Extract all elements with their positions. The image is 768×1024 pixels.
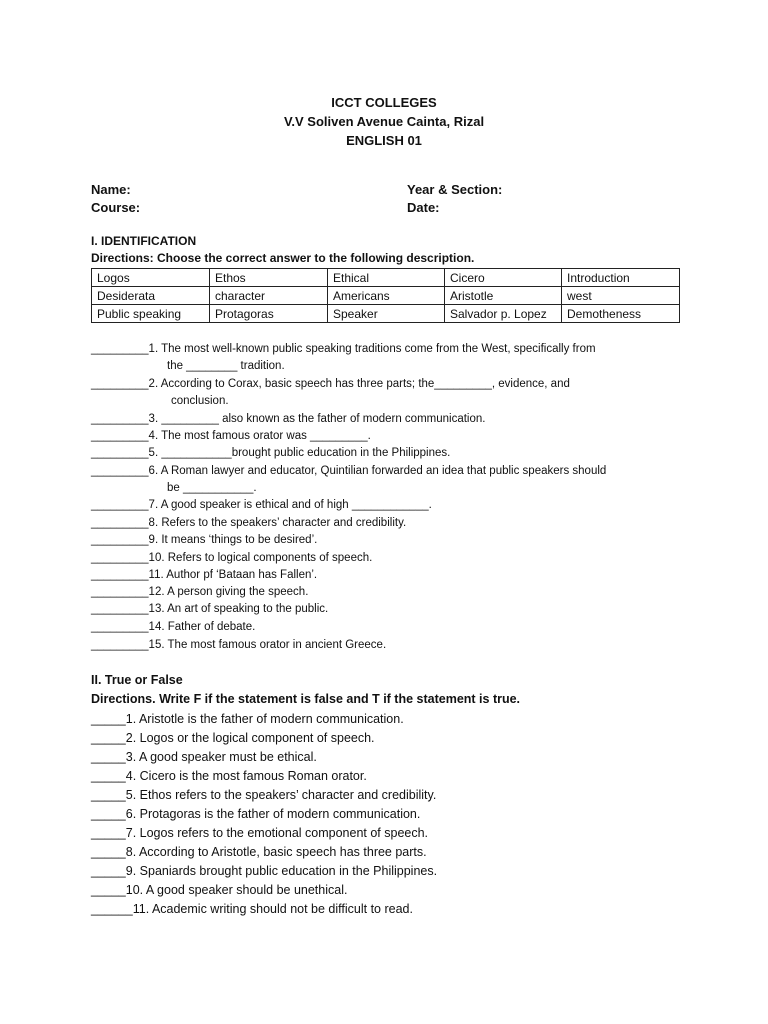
table-cell: Speaker xyxy=(328,305,445,323)
identification-item-6-continued: be ___________. xyxy=(167,482,257,494)
true-false-item-11: ______11. Academic writing should not be difficult to read. xyxy=(91,902,413,916)
table-cell: Cicero xyxy=(445,269,562,287)
identification-item-2: _________2. According to Corax, basic speech has three parts; the_________, evidence, and xyxy=(91,378,570,390)
true-false-item-10: _____10. A good speaker should be unethical. xyxy=(91,883,348,897)
identification-item-3: _________3. _________ also known as the father of modern communication. xyxy=(91,413,486,425)
identification-item-12: _________12. A person giving the speech. xyxy=(91,586,309,598)
table-row xyxy=(92,269,680,287)
table-cell: Ethical xyxy=(328,269,445,287)
table-cell: Logos xyxy=(92,269,210,287)
true-false-item-1: _____1. Aristotle is the father of modern communication. xyxy=(91,712,404,726)
true-false-item-3: _____3. A good speaker must be ethical. xyxy=(91,750,317,764)
year-section-label: Year & Section: xyxy=(407,182,503,197)
table-cell: character xyxy=(210,287,328,305)
table-cell: Protagoras xyxy=(210,305,328,323)
true-false-item-9: _____9. Spaniards brought public education in the Philippines. xyxy=(91,864,438,878)
table-cell: Public speaking xyxy=(92,305,210,323)
section-identification-title: I. IDENTIFICATION xyxy=(91,234,197,248)
table-cell: Desiderata xyxy=(92,287,210,305)
table-cell: Aristotle xyxy=(445,287,562,305)
identification-item-14: _________14. Father of debate. xyxy=(91,621,256,633)
identification-item-1-continued: the ________ tradition. xyxy=(167,360,285,372)
identification-item-13: _________13. An art of speaking to the public. xyxy=(91,603,329,615)
table-row xyxy=(92,305,680,323)
answer-choices-table xyxy=(91,268,680,323)
identification-item-8: _________8. Refers to the speakers’ character and credibility. xyxy=(91,517,407,529)
identification-item-6: _________6. A Roman lawyer and educator, Quintilian forwarded an idea that public speakers should xyxy=(91,465,607,477)
table-cell: Salvador p. Lopez xyxy=(445,305,562,323)
identification-item-5: _________5. ___________brought public education in the Philippines. xyxy=(91,447,451,459)
school-name: ICCT COLLEGES xyxy=(331,95,437,110)
identification-item-9: _________9. It means ‘things to be desired’. xyxy=(91,534,318,546)
subject-title: ENGLISH 01 xyxy=(346,133,422,148)
identification-item-2-continued: conclusion. xyxy=(171,395,229,407)
true-false-item-5: _____5. Ethos refers to the speakers’ character and credibility. xyxy=(91,788,437,802)
date-label: Date: xyxy=(407,200,440,215)
true-false-item-4: _____4. Cicero is the most famous Roman orator. xyxy=(91,769,367,783)
true-false-item-2: _____2. Logos or the logical component of speech. xyxy=(91,731,375,745)
identification-item-11: _________11. Author pf ‘Bataan has Fallen’. xyxy=(91,569,318,581)
table-cell: Americans xyxy=(328,287,445,305)
identification-item-10: _________10. Refers to logical components of speech. xyxy=(91,552,373,564)
identification-item-4: _________4. The most famous orator was _________. xyxy=(91,430,371,442)
section-true-false-directions: Directions. Write F if the statement is false and T if the statement is true. xyxy=(91,692,521,706)
identification-item-1: _________1. The most well-known public speaking traditions come from the West, specifically from xyxy=(91,343,596,355)
course-label: Course: xyxy=(91,200,141,215)
table-cell: Introduction xyxy=(562,269,680,287)
true-false-item-8: _____8. According to Aristotle, basic speech has three parts. xyxy=(91,845,427,859)
name-label: Name: xyxy=(91,182,131,197)
true-false-item-7: _____7. Logos refers to the emotional component of speech. xyxy=(91,826,429,840)
table-cell: Demotheness xyxy=(562,305,680,323)
school-address: V.V Soliven Avenue Cainta, Rizal xyxy=(283,114,485,129)
table-cell: west xyxy=(562,287,680,305)
identification-item-15: _________15. The most famous orator in ancient Greece. xyxy=(91,639,387,651)
true-false-item-6: _____6. Protagoras is the father of modern communication. xyxy=(91,807,421,821)
identification-item-7: _________7. A good speaker is ethical and of high ____________. xyxy=(91,499,432,511)
section-true-false-title: II. True or False xyxy=(91,673,183,687)
section-identification-directions: Directions: Choose the correct answer to the following description. xyxy=(91,251,475,265)
table-row xyxy=(92,287,680,305)
table-cell: Ethos xyxy=(210,269,328,287)
